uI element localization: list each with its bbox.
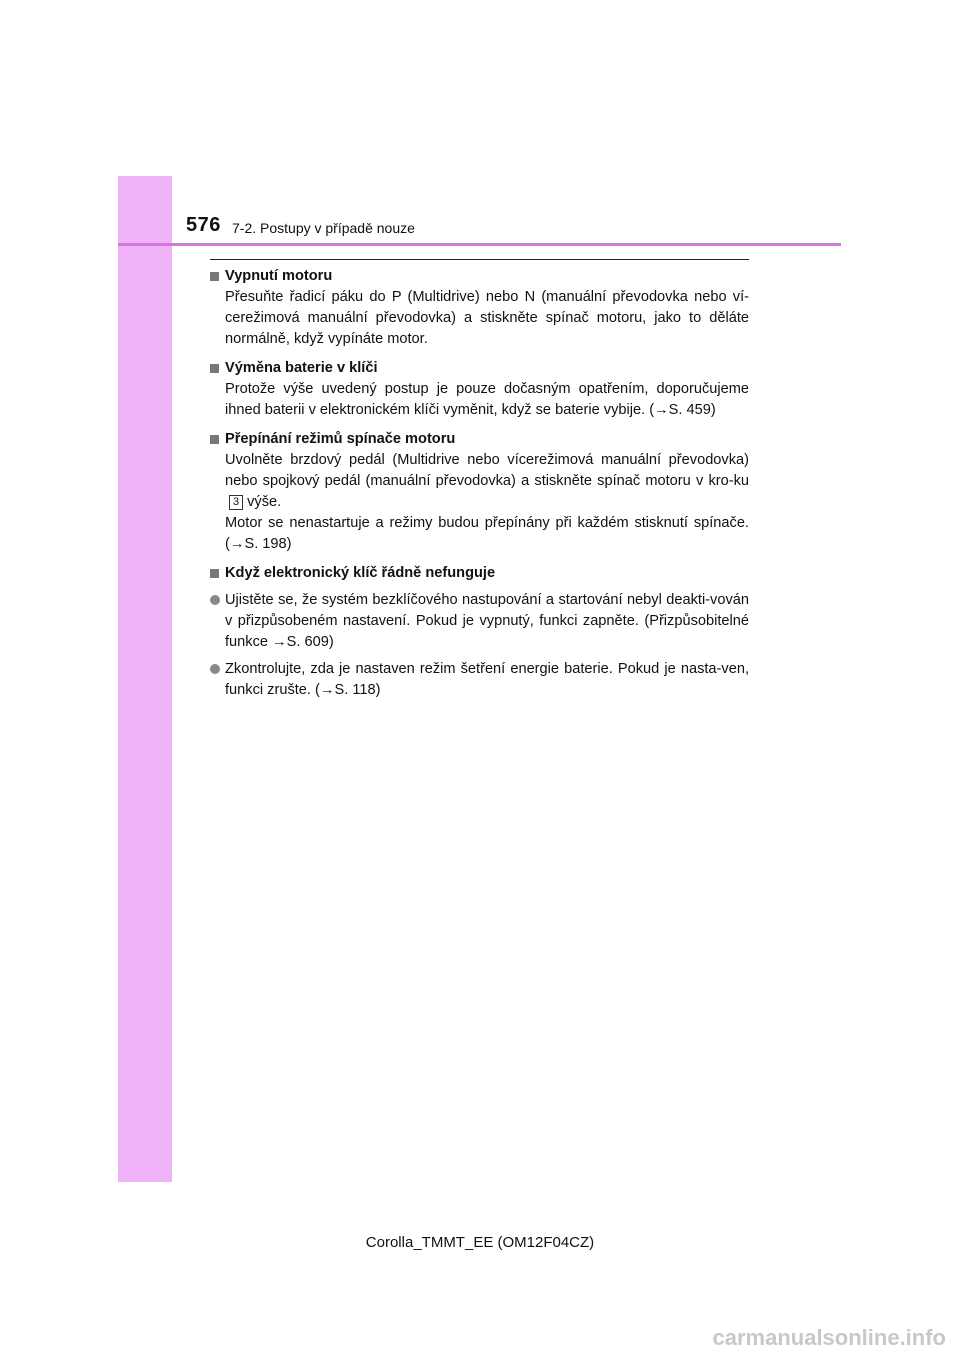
paragraph: Protože výše uvedený postup je pouze dočasným opatřením, doporučujeme ihned baterii v elektronickém klíči vyměnit, když se baterie vybije. (→S. 459) <box>225 381 749 418</box>
circle-bullet-icon <box>210 664 220 674</box>
page-number: 576 <box>186 214 221 236</box>
list-item-text: Zkontrolujte, zda je nastaven režim šetření energie baterie. Pokud je nasta-ven, funkci zrušte. (→S. 118) <box>225 661 749 698</box>
paragraph <box>210 450 749 513</box>
side-tab-band <box>118 176 172 1182</box>
paragraph: Přesuňte řadicí páku do P (Multidrive) nebo N (manuální převodovka nebo ví-cerežimová manuální převodovka) a stiskněte spínač motoru, jako to děláte normálně, když vypínáte motor. <box>225 289 749 347</box>
header-divider <box>118 243 841 246</box>
content <box>210 266 749 701</box>
paragraph: Motor se nenastartuje a režimy budou přepínány při každém stisknutí spínače. (→S. 198) <box>225 515 749 552</box>
square-bullet-icon <box>210 435 219 444</box>
step-number-badge: 3 <box>229 495 243 510</box>
list-item <box>210 590 749 653</box>
heading-text: Vypnutí motoru <box>225 268 333 284</box>
section-heading <box>210 563 749 584</box>
content-top-rule <box>210 259 749 260</box>
circle-bullet-icon <box>210 595 220 605</box>
square-bullet-icon <box>210 272 219 281</box>
paragraph-text: Uvolněte brzdový pedál (Multidrive nebo vícerežimová manuální převodovka) nebo spojkový pedál (manuální převodovka) a stiskněte spínač motoru v kro-ku <box>225 452 749 489</box>
square-bullet-icon <box>210 364 219 373</box>
square-bullet-icon <box>210 569 219 578</box>
heading-text: Když elektronický klíč řádně nefunguje <box>225 565 496 581</box>
section-heading <box>210 429 749 450</box>
list-item <box>210 659 749 701</box>
list-item-text: Ujistěte se, že systém bezklíčového nastupování a startování nebyl deakti-vován v přizpůsobeném nastavení. Pokud je vypnutý, funkci zapněte. (Přizpůsobitelné funkce →S. 609) <box>225 592 749 650</box>
section-heading <box>210 266 749 287</box>
paragraph-text: výše. <box>247 494 282 510</box>
watermark: carmanualsonline.info <box>712 1325 946 1350</box>
heading-text: Přepínání režimů spínače motoru <box>225 431 456 447</box>
footer-document-id: Corolla_TMMT_EE (OM12F04CZ) <box>365 1234 595 1251</box>
heading-text: Výměna baterie v klíči <box>225 360 378 376</box>
section-heading <box>210 358 749 379</box>
section-title: 7-2. Postupy v případě nouze <box>232 220 415 236</box>
